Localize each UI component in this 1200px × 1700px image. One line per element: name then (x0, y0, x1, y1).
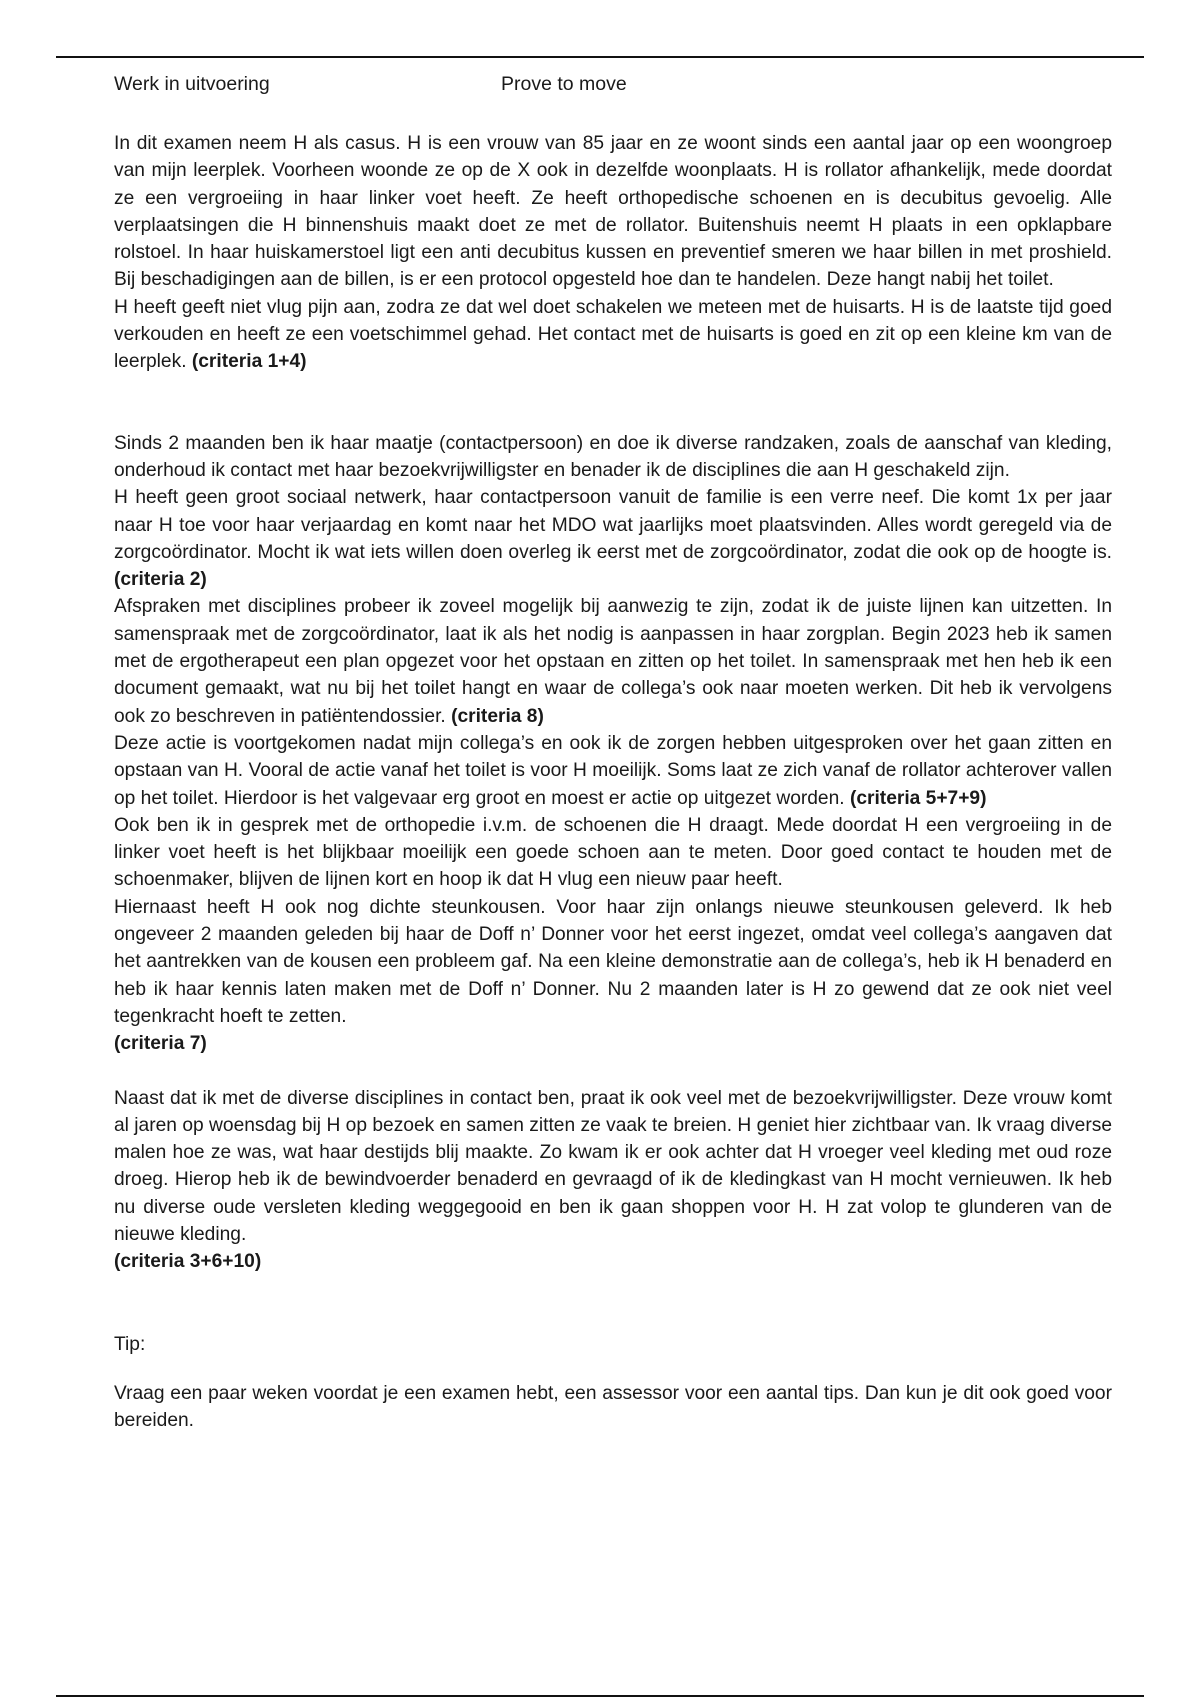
page-header (114, 71, 1114, 97)
paragraph-2-text: H heeft geeft niet vlug pijn aan, zodra ze dat wel doet schakelen we meteen met de huisarts. H is de laatste tijd goed verkouden en heeft ze een voetschimmel gehad. Het contact met de huisarts is goed en zit op een kleine km van de leerplek. (114, 296, 1112, 373)
paragraph-8-text: Hiernaast heeft H ook nog dichte steunkousen. Voor haar zijn onlangs nieuwe steunkousen geleverd. Ik heb ongeveer 2 maanden geleden bij haar de Doff n’ Donner voor het eerst ingezet, omdat veel collega’s aangaven dat het aantrekken van de kousen een probleem gaf. Na een kleine demonstratie aan de collega’s, heb ik H benaderd en heb ik haar kennis laten maken met de Doff n’ Donner. Nu 2 maanden later is H zo gewend dat ze ook niet veel tegenkracht hoeft te zetten. (114, 896, 1112, 1027)
paragraph-7 (114, 812, 1112, 894)
criteria-label: (criteria 5+7+9) (849, 787, 987, 809)
bottom-rule (56, 1695, 1144, 1697)
paragraph-6-text: Deze actie is voortgekomen nadat mijn collega’s en ook ik de zorgen hebben uitgesproken over het gaan zitten en opstaan van H. Vooral de actie vanaf het toilet is voor H moeilijk. Soms laat ze zich vanaf de rollator achterover vallen op het toilet. Hierdoor is het valgevaar erg groot en moest er actie op uitgezet worden. (114, 732, 1112, 809)
header-center-text: Prove to move (501, 73, 627, 95)
paragraph-8 (114, 894, 1112, 1058)
paragraph-4 (114, 484, 1112, 593)
paragraph-4-text: H heeft geen groot sociaal netwerk, haar contactpersoon vanuit de familie is een verre neef. Die komt 1x per jaar naar H toe voor haar verjaardag en komt naar het MDO wat jaarlijks moet plaatsvinden. Alles wordt geregeld via de zorgcoördinator. Mocht ik wat iets willen doen overleg ik eerst met de zorgcoördinator, zodat die ook op de hoogte is. (114, 487, 1112, 563)
spacer (114, 1058, 1112, 1085)
paragraph-9 (114, 1085, 1112, 1276)
paragraph-9-text: Naast dat ik met de diverse disciplines in contact ben, praat ik ook veel met de bezoekvrijwilligster. Deze vrouw komt al jaren op woensdag bij H op bezoek en samen zitten ze vaak te breien. H geniet hier zichtbaar van. Ik vraag diverse malen hoe ze was, wat haar destijds blij maakte. Zo kwam ik er ook achter dat H vroeger veel kleding met oud roze droeg. Hierop heb ik de bewindvoerder benaderd en gevraagd of ik de kledingkast van H mocht vernieuwen. Ik heb nu diverse oude versleten kleding weggegooid en ben ik gaan shoppen voor H. H zat volop te glunderen van de nieuwe kleding. (114, 1087, 1112, 1245)
criteria-label: (criteria 1+4) (191, 351, 307, 373)
paragraph-5-text: Afspraken met disciplines probeer ik zoveel mogelijk bij aanwezig te zijn, zodat ik de juiste lijnen kan uitzetten. In samenspraak met de zorgcoördinator, laat ik als het nodig is aanpassen in haar zorgplan. Begin 2023 heb ik samen met de ergotherapeut een plan opgezet voor het opstaan en zitten op het toilet. In samenspraak met hen heb ik een document gemaakt, wat nu bij het toilet hangt en waar de collega’s ook naar moeten werken. Dit heb ik vervolgens ook zo beschreven in patiëntendossier. (114, 596, 1112, 727)
paragraph-5 (114, 593, 1112, 729)
spacer (114, 1276, 1112, 1331)
top-rule (56, 56, 1144, 58)
paragraph-3 (114, 430, 1112, 485)
document-body (114, 130, 1112, 1434)
paragraph-3-text: Sinds 2 maanden ben ik haar maatje (contactpersoon) en doe ik diverse randzaken, zoals de aanschaf van kleding, onderhoud ik contact met haar bezoekvrijwilligster en benader ik de disciplines die aan H geschakeld zijn. (114, 432, 1112, 481)
spacer (114, 376, 1112, 430)
criteria-label: (criteria 8) (451, 705, 544, 727)
paragraph-1-text: In dit examen neem H als casus. H is een vrouw van 85 jaar en ze woont sinds een aantal jaar op een woongroep van mijn leerplek. Voorheen woonde ze op de X ook in dezelfde woonplaats. H is rollator afhankelijk, mede doordat ze een vergroeiing in haar linker voet heeft. Ze heeft orthopedische schoenen en is decubitus gevoelig. Alle verplaatsingen die H binnenshuis maakt doet ze met de rollator. Buitenshuis neemt H plaats in een opklapbare rolstoel. In haar huiskamerstoel ligt een anti decubitus kussen en preventief smeren we haar billen in met proshield. Bij beschadigingen aan de billen, is er een protocol opgesteld hoe dan te handelen. Deze hangt nabij het toilet. (114, 133, 1112, 291)
header-left-text: Werk in uitvoering (114, 73, 270, 95)
paragraph-2 (114, 294, 1112, 376)
paragraph-6 (114, 730, 1112, 812)
paragraph-7-text: Ook ben ik in gesprek met de orthopedie i.v.m. de schoenen die H draagt. Mede doordat H een vergroeiing in de linker voet heeft is het blijkbaar moeilijk een goede schoen aan te meten. Door goed contact te houden met de schoenmaker, blijven de lijnen kort en hoop ik dat H vlug een nieuw paar heeft. (114, 814, 1112, 891)
criteria-label: (criteria 3+6+10) (114, 1251, 262, 1273)
paragraph-1 (114, 130, 1112, 294)
tip-label: Tip: (114, 1333, 146, 1355)
spacer (114, 1358, 1112, 1380)
criteria-label: (criteria 2) (114, 569, 207, 591)
criteria-label: (criteria 7) (114, 1033, 207, 1055)
tip-text: Vraag een paar weken voordat je een examen hebt, een assessor voor een aantal tips. Dan kun je dit ook goed voor bereiden. (114, 1382, 1112, 1432)
